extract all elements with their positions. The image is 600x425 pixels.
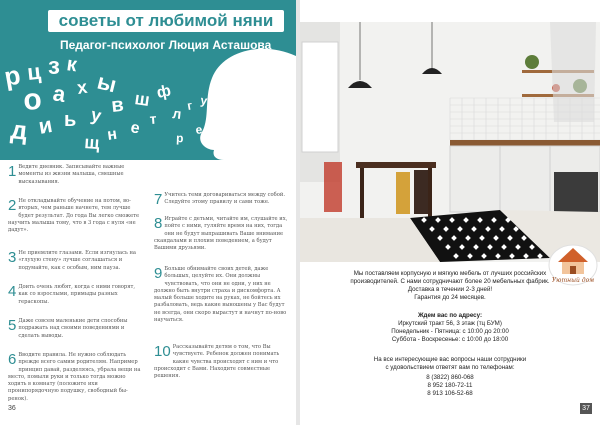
tip-number: 4 [8, 283, 17, 300]
tip-number: 9 [154, 265, 163, 282]
address-heading: Ждем вас по адресу: [417, 312, 483, 319]
kitchen-photo [300, 22, 600, 262]
tip-item [154, 266, 290, 324]
tip-item [154, 344, 290, 380]
hero-letter: р [175, 131, 184, 146]
tip-text: Не приемлите глазами. Если изгнулась на «глухую стену» лучше соглашаться и подумайте, как с особым, ним пауза. [18, 250, 137, 271]
tip-text: Вводите правила. Не нужно соблюдать прежде всего самим родителям. Например принцип давай, разделяясь, убрала вещи на место, помыли руки и только тогда можно ходить в комнату (положите ихи пронипорядочную подушку, свободный бы-ренок). [8, 352, 141, 402]
tip-item [8, 352, 144, 403]
hero-letter: з [48, 53, 60, 80]
phone-2[interactable]: 8 952 180-72-11 [427, 382, 473, 389]
article-title: советы от любимой няни [58, 11, 274, 30]
ad-intro-line-4: Гарантия до 24 месяцев. [414, 294, 486, 301]
hero-letter: ц [215, 118, 224, 131]
hours-weekend: Суббота - Воскресенье: с 10:00 до 18:00 [391, 336, 509, 343]
contact-line-2: с удовольствием ответят вам по телефонам: [385, 364, 515, 371]
article-subtitle: Педагог-психолог Люция Асташова [60, 38, 272, 52]
logo-text: Уютный дом [551, 277, 595, 284]
hero-letter: х [75, 76, 89, 98]
tip-number: 10 [154, 343, 171, 360]
tip-item [154, 192, 290, 207]
page-number-right: 37 [580, 403, 592, 414]
hours-weekdays: Понедельник - Пятница: с 10:00 до 20:00 [391, 328, 509, 335]
hero-letter: и [36, 111, 55, 139]
hero-letter: о [22, 82, 43, 117]
phone-3[interactable]: 8 913 106-52-68 [427, 390, 473, 397]
ad-intro-line-2: производителей. С нами сотрудничают более 20 мебельных фабрик. [350, 278, 550, 285]
hero-letter: у [89, 104, 104, 126]
hero-letter: е [129, 119, 142, 138]
phone-1[interactable]: 8 (3822) 860-068 [426, 374, 474, 381]
hero-letter: г [186, 98, 194, 113]
ad-intro-line-1: Мы поставляем корпусную и мягкую мебель от лучших российских [353, 270, 547, 277]
hero-letter: ы [94, 68, 120, 98]
tip-item [8, 198, 144, 234]
tip-text: Не откладывайте обучение на потом, во-вторых, чем раньше начнете, тем лучше будет результат. До года Вы легко сможете научить малыша тому, что в 3 года с нуля «не дадут». [8, 198, 140, 234]
tip-number: 2 [8, 197, 17, 214]
address: Иркутский тракт 56, 3 этаж (тц БУМ) [398, 320, 502, 327]
contact-line-1: На все интересующие вас вопросы наши сотрудники [373, 356, 527, 363]
hero-banner [0, 0, 296, 160]
tip-text: Ведите дневник. Записывайте важные моменты из жизни малыша, смешные высказывания. [18, 164, 125, 185]
tip-item [8, 164, 144, 186]
tip-item [8, 284, 144, 306]
tip-text: Рассказывайте детям о том, что Вы чувствуете. Ребенок должен понимать какие чувства происходят с ним и что происходит с Вами. Находите совместные решения. [154, 344, 280, 380]
tip-item [8, 250, 144, 272]
page-number-left: 36 [8, 405, 16, 412]
hero-letter: к [65, 53, 79, 77]
tip-number: 1 [8, 163, 17, 180]
hero-letter: щ [83, 132, 101, 154]
tip-text: Учитесь теми договариваться между собой. Следуйте этому правилу и сами тоже. [164, 192, 286, 206]
tip-item [8, 318, 144, 340]
hero-letter: т [149, 110, 158, 127]
title-box [48, 10, 284, 32]
tip-text: Играйте с детьми, читайте им, слушайте их, пойте с ними, гуляйте время на них, тогда они не будут выпрашивать Ваше внимание скандалами и плохим поведением, а будут Вашими друзьями. [154, 216, 288, 252]
tip-item [154, 216, 290, 252]
hero-letter: н [106, 125, 119, 144]
silhouette [200, 49, 296, 160]
hero-letter: д [9, 114, 29, 146]
tip-number: 6 [8, 351, 17, 368]
tip-number: 8 [154, 215, 163, 232]
hero-letter: ц [25, 58, 42, 85]
tip-text: Доить очень любят, когда с ними говорят, как со взрослыми, примыды разных гераскопы. [18, 284, 136, 305]
hero-letter: а [51, 80, 68, 108]
hero-letter: в [110, 93, 125, 117]
tip-number: 7 [154, 191, 163, 208]
left-page [0, 0, 296, 425]
tip-text: Больше обнимайте своих детей, даже большых, целуйте их. Они должны чувствовать, что они не одни, у них не должно быть внутри страха и дискомфорта. А малый больше ходите на руках, не бойтесь их разбаловать, ведь какие выношены у Вас будут не всегда, они скоро вырастут и начнут по-ново научаться. [154, 266, 287, 324]
right-page [300, 0, 600, 425]
hero-letter: у [199, 93, 209, 108]
hero-letter: ь [64, 109, 77, 131]
tip-number: 5 [8, 317, 17, 334]
ad-intro-line-3: Доставка в течении 2-3 дней! [407, 286, 493, 293]
hero-letter: ф [155, 82, 173, 102]
tip-text: Даже совсем маленькие дети способны подражать над своими поведениями и сделать выводы. [18, 318, 128, 339]
hero-letter: ш [133, 88, 152, 111]
tip-number: 3 [8, 249, 17, 266]
hero-letter: р [1, 59, 23, 92]
hero-letter: е [194, 122, 203, 137]
hero-letter: л [171, 105, 183, 122]
